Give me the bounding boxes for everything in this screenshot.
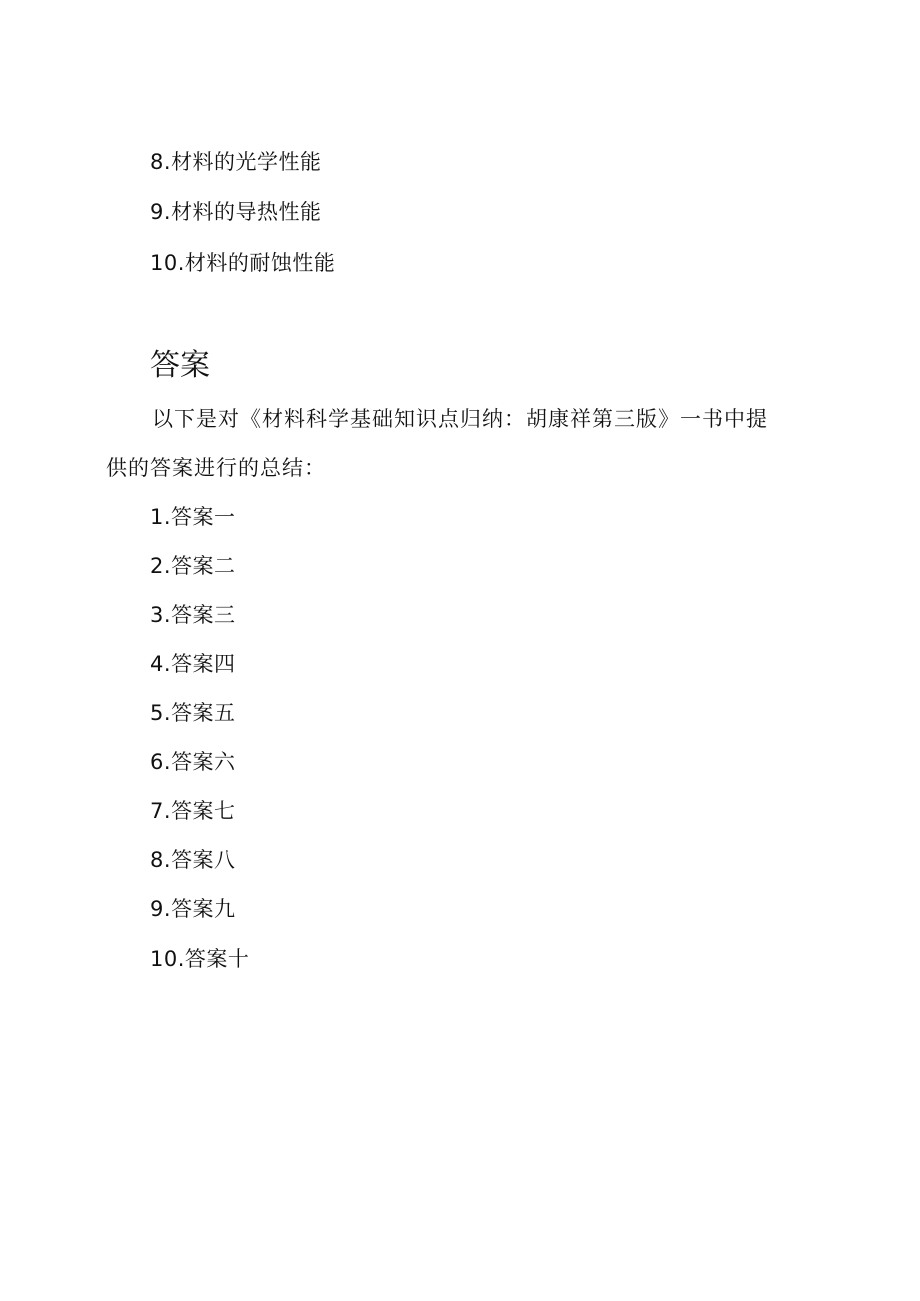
intro-paragraph-line-1: 以下是对《材料科学基础知识点归纳：胡康祥第三版》一书中提 <box>152 407 768 431</box>
list-item-separator: . <box>163 848 172 872</box>
list-item-number: 7 <box>150 799 164 823</box>
list-item-text: 答案九 <box>171 897 236 921</box>
list-item <box>150 198 322 226</box>
list-item-number: 2 <box>150 554 164 578</box>
list-item-text: 答案四 <box>171 652 236 676</box>
list-item-separator: . <box>163 750 172 774</box>
list-item-number: 6 <box>150 750 164 774</box>
list-item-separator: . <box>163 554 172 578</box>
list-item-text: 答案五 <box>171 701 236 725</box>
list-item-text: 答案一 <box>171 505 236 529</box>
list-item-number: 9 <box>150 897 164 921</box>
list-item-separator: . <box>163 603 172 627</box>
list-item <box>150 503 236 531</box>
list-item-number: 9 <box>150 200 164 224</box>
list-item-number: 1. <box>150 505 172 529</box>
list-item <box>150 650 236 678</box>
list-item-separator: . <box>163 897 172 921</box>
list-item-text: 材料的耐蚀性能 <box>184 251 336 275</box>
list-item <box>150 895 236 923</box>
section-heading: 答案 <box>150 348 210 383</box>
list-item-text: 答案三 <box>171 603 236 627</box>
list-item-number: 3 <box>150 603 164 627</box>
list-item <box>150 601 236 629</box>
list-item-number: 8 <box>150 848 164 872</box>
list-item <box>150 699 236 727</box>
list-item <box>150 249 335 277</box>
list-item-text: 材料的导热性能 <box>171 200 322 224</box>
list-item-separator: . <box>163 200 172 224</box>
list-item-number: 10 <box>150 251 178 275</box>
list-item <box>150 552 236 580</box>
list-item-text: 答案七 <box>171 799 236 823</box>
list-item <box>150 797 236 825</box>
list-item-text: 材料的光学性能 <box>171 150 322 174</box>
list-item-separator: . <box>163 799 172 823</box>
list-item-separator: . <box>163 652 172 676</box>
list-item <box>150 945 249 973</box>
list-item-text: 答案六 <box>171 750 236 774</box>
list-item-separator: . <box>177 947 185 971</box>
list-item-number: 10 <box>150 947 178 971</box>
list-item <box>150 148 322 176</box>
list-item <box>150 846 236 874</box>
list-item-number: 8 <box>150 150 164 174</box>
list-item-separator: . <box>177 251 185 275</box>
intro-paragraph-line-2: 供的答案进行的总结： <box>106 456 326 480</box>
list-item <box>150 748 236 776</box>
list-item-number: 5 <box>150 701 164 725</box>
list-item-text: 答案十 <box>184 947 250 971</box>
list-item-separator: . <box>163 150 172 174</box>
list-item-text: 答案二 <box>171 554 236 578</box>
list-item-separator: . <box>163 701 172 725</box>
list-item-number: 4 <box>150 652 164 676</box>
list-item-text: 答案八 <box>171 848 236 872</box>
